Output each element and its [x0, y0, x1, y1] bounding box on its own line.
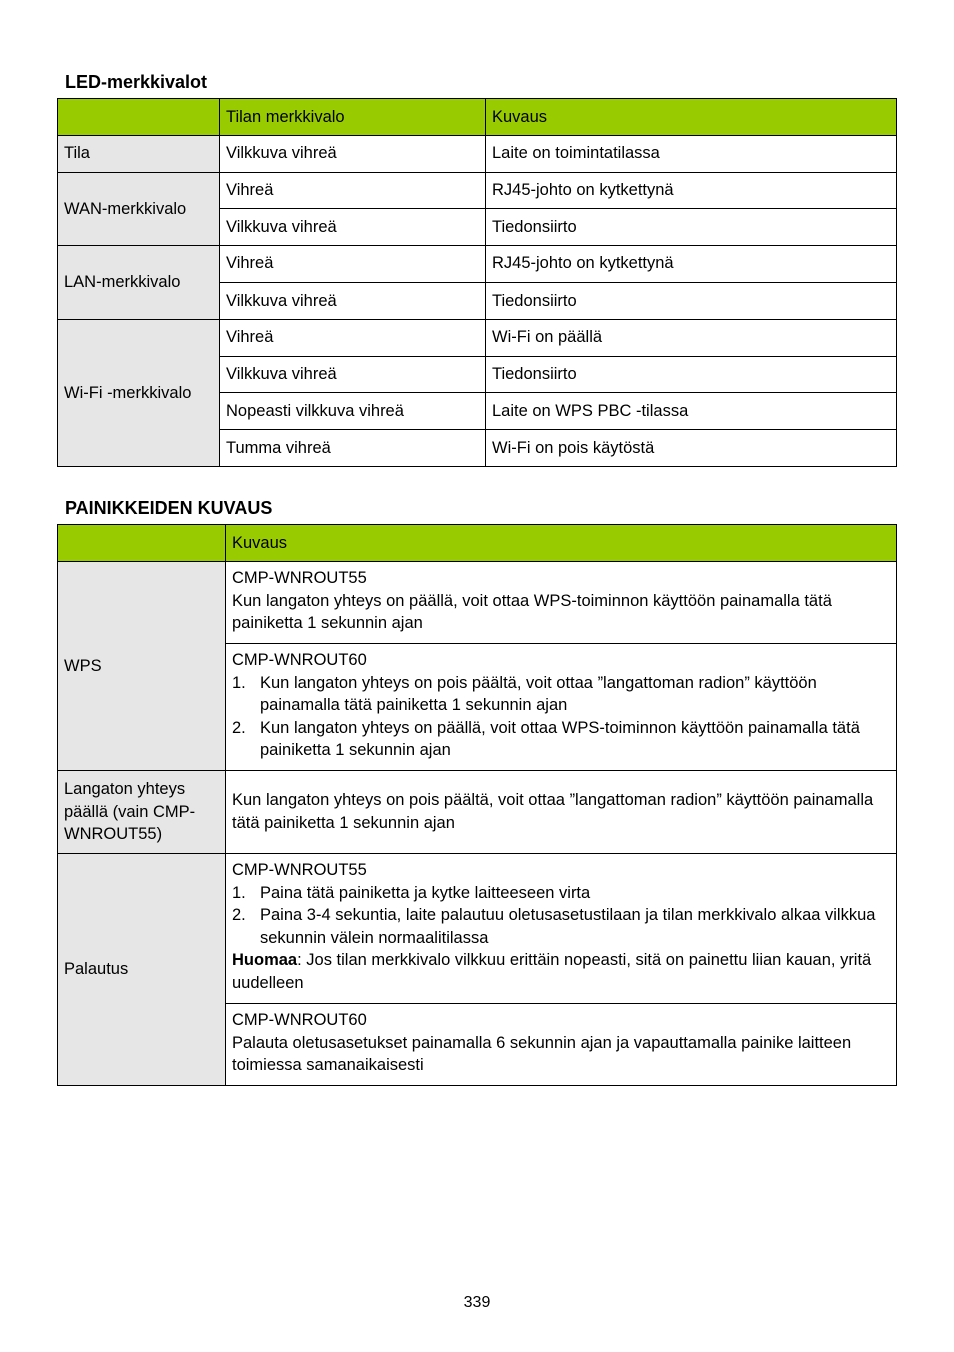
led-label-lan: LAN-merkkivalo: [58, 246, 220, 320]
table-row: [58, 771, 897, 854]
led-label-tila: Tila: [58, 135, 220, 172]
page-number: 339: [463, 1294, 491, 1311]
model-name: CMP-WNROUT60: [232, 651, 367, 669]
table-row: [58, 172, 897, 209]
note-text: Huomaa: Jos tilan merkkivalo vilkkuu erittäin nopeasti, sitä on painettu liian kauan, yritä uudelleen: [232, 951, 872, 992]
button-header-empty: [58, 525, 226, 562]
table-row: [58, 135, 897, 172]
table-row: [58, 319, 897, 356]
led-table-header: [58, 99, 897, 136]
wps-block-60: [226, 644, 897, 771]
description-text: Kun langaton yhteys on pois päältä, voit ottaa ”langattoman radion” käyttöön painamalla tätä painiketta 1 sekunnin ajan: [232, 791, 874, 832]
reset-block-60: [226, 1004, 897, 1086]
led-desc: RJ45-johto on kytkettynä: [486, 172, 897, 209]
led-desc: Laite on WPS PBC -tilassa: [486, 393, 897, 430]
button-label-wireless: Langaton yhteys päällä (vain CMP-WNROUT55): [58, 771, 226, 854]
wireless-block: [226, 771, 897, 854]
led-state: Vilkkuva vihreä: [220, 209, 486, 246]
led-state: Nopeasti vilkkuva vihreä: [220, 393, 486, 430]
led-header-state: Tilan merkkivalo: [220, 99, 486, 136]
led-table: [57, 98, 897, 467]
led-label-wan: WAN-merkkivalo: [58, 172, 220, 246]
led-desc: Wi-Fi on päällä: [486, 319, 897, 356]
led-state: Vilkkuva vihreä: [220, 135, 486, 172]
list-item: 2. Kun langaton yhteys on päällä, voit ottaa WPS-toiminnon käyttöön painamalla tätä painiketta 1 sekunnin ajan: [232, 718, 860, 759]
led-section-title: LED-merkkivalot: [65, 72, 208, 92]
description-text: Kun langaton yhteys on päällä, voit ottaa WPS-toiminnon käyttöön painamalla tätä painiketta 1 sekunnin ajan: [232, 591, 832, 632]
numbered-list: [232, 672, 890, 762]
button-table: [57, 524, 897, 1086]
table-row: [58, 246, 897, 283]
model-name: CMP-WNROUT55: [232, 569, 367, 587]
list-item: 1. Paina tätä painiketta ja kytke laitteeseen virta: [232, 883, 591, 902]
description-text: Palauta oletusasetukset painamalla 6 sekunnin ajan ja vapauttamalla painike laitteen toimiessa samanaikaisesti: [232, 1033, 852, 1074]
reset-block-55: [226, 854, 897, 1004]
numbered-list: [232, 882, 890, 950]
led-header-desc: Kuvaus: [486, 99, 897, 136]
model-name: CMP-WNROUT55: [232, 861, 367, 879]
button-header-desc: Kuvaus: [226, 525, 897, 562]
list-item: 1. Kun langaton yhteys on pois päältä, voit ottaa ”langattoman radion” käyttöön painamalla tätä painiketta 1 sekunnin ajan: [232, 673, 817, 714]
button-label-wps: WPS: [58, 562, 226, 771]
led-state: Vihreä: [220, 319, 486, 356]
led-label-wifi: Wi-Fi -merkkivalo: [58, 319, 220, 466]
button-label-reset: Palautus: [58, 854, 226, 1086]
button-section-title: PAINIKKEIDEN KUVAUS: [65, 498, 273, 518]
led-state: Vilkkuva vihreä: [220, 356, 486, 393]
led-header-empty: [58, 99, 220, 136]
table-row: [58, 562, 897, 644]
button-table-header: [58, 525, 897, 562]
led-desc: Wi-Fi on pois käytöstä: [486, 430, 897, 467]
model-name: CMP-WNROUT60: [232, 1011, 367, 1029]
led-desc: Tiedonsiirto: [486, 356, 897, 393]
led-state: Tumma vihreä: [220, 430, 486, 467]
led-desc: Laite on toimintatilassa: [486, 135, 897, 172]
led-desc: RJ45-johto on kytkettynä: [486, 246, 897, 283]
led-state: Vilkkuva vihreä: [220, 282, 486, 319]
led-state: Vihreä: [220, 246, 486, 283]
wps-block-55: [226, 562, 897, 644]
note-label: Huomaa: [232, 951, 298, 969]
led-desc: Tiedonsiirto: [486, 209, 897, 246]
led-desc: Tiedonsiirto: [486, 282, 897, 319]
led-state: Vihreä: [220, 172, 486, 209]
table-row: [58, 854, 897, 1004]
list-item: 2. Paina 3-4 sekuntia, laite palautuu oletusasetustilaan ja tilan merkkivalo alkaa vilkkua sekunnin välein normaalitilassa: [232, 906, 876, 947]
